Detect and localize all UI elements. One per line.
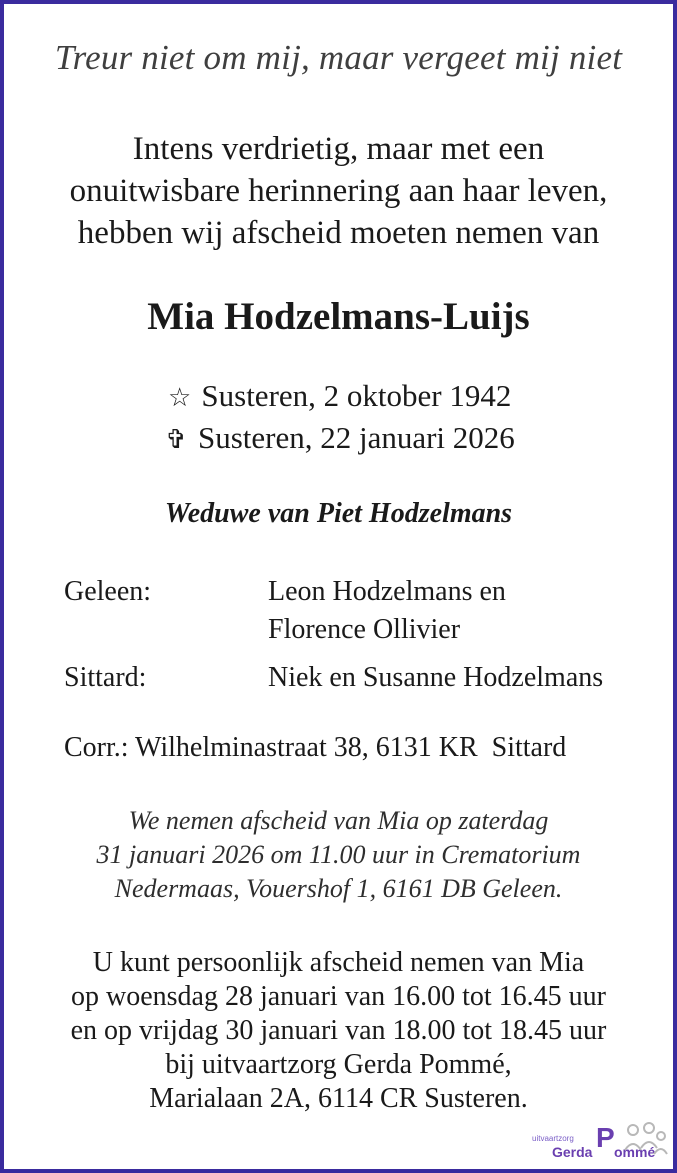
logo-first-name: Gerda (552, 1144, 593, 1160)
intro-line: hebben wij afscheid moeten nemen van (77, 215, 600, 251)
ceremony-line: We nemen afscheid van Mia op zaterdag (128, 806, 549, 835)
funeral-home-logo (530, 1120, 670, 1170)
birth-text: Susteren, 2 oktober 1942 (201, 378, 512, 413)
relative-name-line: Florence Ollivier (268, 614, 461, 645)
deceased-name: Mia Hodzelmans-Luijs (147, 295, 530, 338)
ceremony-line: 31 januari 2026 om 11.00 uur in Crematorium (96, 840, 581, 869)
intro-text (4, 128, 673, 254)
widow-of: Weduwe van Piet Hodzelmans (164, 498, 513, 529)
visitation-line: bij uitvaartzorg Gerda Pommé, (165, 1049, 512, 1080)
star-icon: ☆ (167, 383, 192, 412)
visitation-line: op woensdag 28 januari van 16.00 tot 16.45 uur (70, 981, 607, 1012)
relative-name-line: Leon Hodzelmans en (268, 576, 506, 607)
relative-names (268, 573, 506, 649)
cross-icon: ✞ (165, 425, 188, 454)
logo-tagline: uitvaartzorg (532, 1134, 574, 1143)
motto: Treur niet om mij, maar vergeet mij niet (54, 38, 623, 77)
birth-line (4, 376, 673, 418)
visitation-line: en op vrijdag 30 januari van 18.00 tot 18.45 uur (70, 1015, 607, 1046)
life-dates (4, 376, 673, 460)
relative-name-line: Niek en Susanne Hodzelmans (268, 662, 604, 693)
intro-line: onuitwisbare herinnering aan haar leven, (69, 173, 608, 209)
logo-initial: P (596, 1122, 615, 1153)
visitation-line: Marialaan 2A, 6114 CR Susteren. (149, 1083, 528, 1114)
relative-place: Geleen: (64, 576, 152, 607)
correspondence-address: Corr.: Wilhelminastraat 38, 6131 KR Sittard (64, 732, 567, 763)
logo-surname: ommé (614, 1144, 656, 1160)
people-icon (622, 1120, 668, 1166)
visitation-line: U kunt persoonlijk afscheid nemen van Mia (92, 947, 585, 978)
intro-line: Intens verdrietig, maar met een (132, 131, 545, 167)
ceremony-info (4, 804, 673, 906)
ceremony-line: Nedermaas, Vouershof 1, 6161 DB Geleen. (114, 874, 563, 903)
death-line (4, 418, 673, 460)
visitation-info (4, 946, 673, 1116)
relative-place: Sittard: (64, 662, 147, 693)
relative-names (268, 659, 603, 697)
death-text: Susteren, 22 januari 2026 (197, 420, 515, 455)
